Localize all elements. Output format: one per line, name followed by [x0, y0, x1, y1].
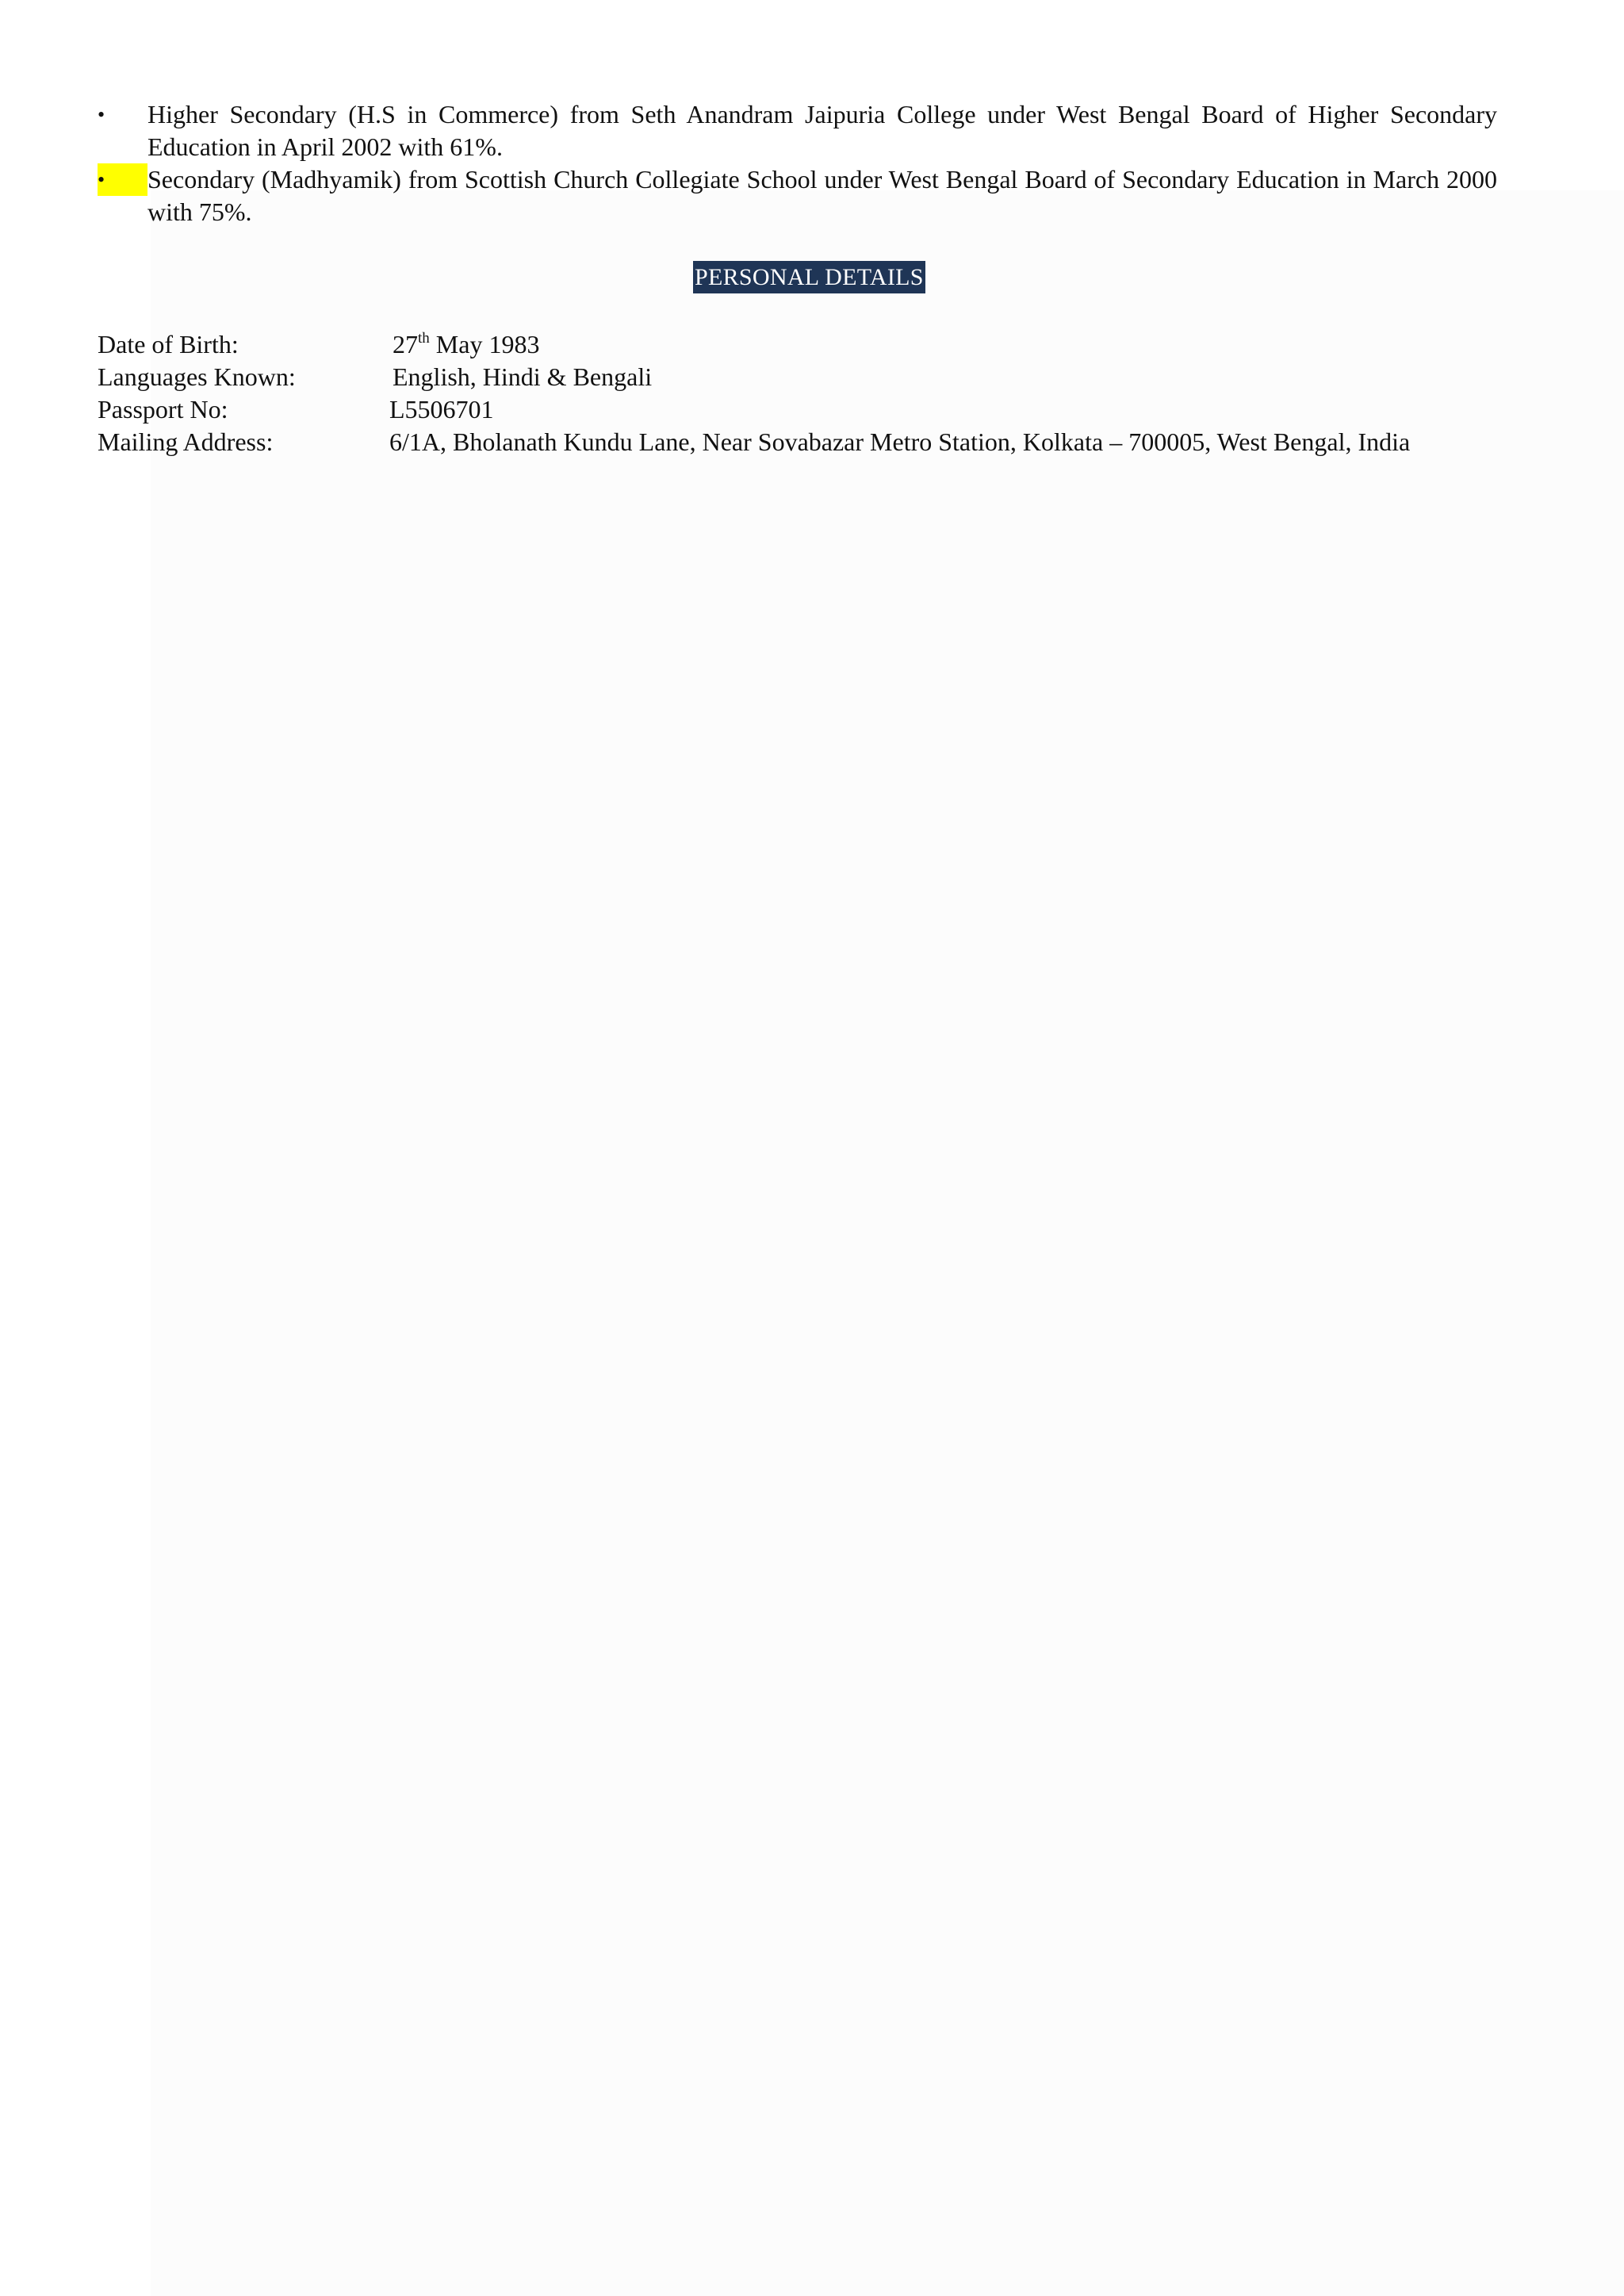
education-item-text: Secondary (Madhyamik) from Scottish Church Collegiate School under West Bengal Board of Secondary Education in March 2000 with 75%.: [147, 165, 1497, 226]
address-value: 6/1A, Bholanath Kundu Lane, Near Sovabazar Metro Station, Kolkata – 700005, West Bengal, India: [389, 427, 1411, 456]
address-label: Mailing Address:: [98, 427, 274, 456]
page-shade: [151, 190, 1624, 2296]
languages-label: Languages Known:: [98, 362, 296, 391]
bullet-icon: •: [98, 103, 105, 126]
passport-label: Passport No:: [98, 395, 228, 424]
education-list: [98, 98, 1497, 228]
dob-suffix: th: [418, 330, 430, 347]
education-item-text: Higher Secondary (H.S in Commerce) from Seth Anandram Jaipuria College under West Bengal Board of Higher Secondary Education in April 2002 with 61%.: [147, 100, 1497, 161]
education-item-secondary: [98, 163, 1497, 228]
dob-label: Date of Birth:: [98, 330, 239, 358]
dob-value: [393, 328, 539, 361]
highlighted-bullet-icon: •: [98, 163, 147, 196]
dob-day: 27: [393, 330, 418, 358]
personal-details-heading: PERSONAL DETAILS: [693, 261, 925, 293]
languages-value: English, Hindi & Bengali: [393, 362, 653, 391]
dob-rest: May 1983: [429, 330, 540, 358]
passport-value: L5506701: [389, 395, 494, 424]
education-item-higher-secondary: [98, 98, 1497, 163]
